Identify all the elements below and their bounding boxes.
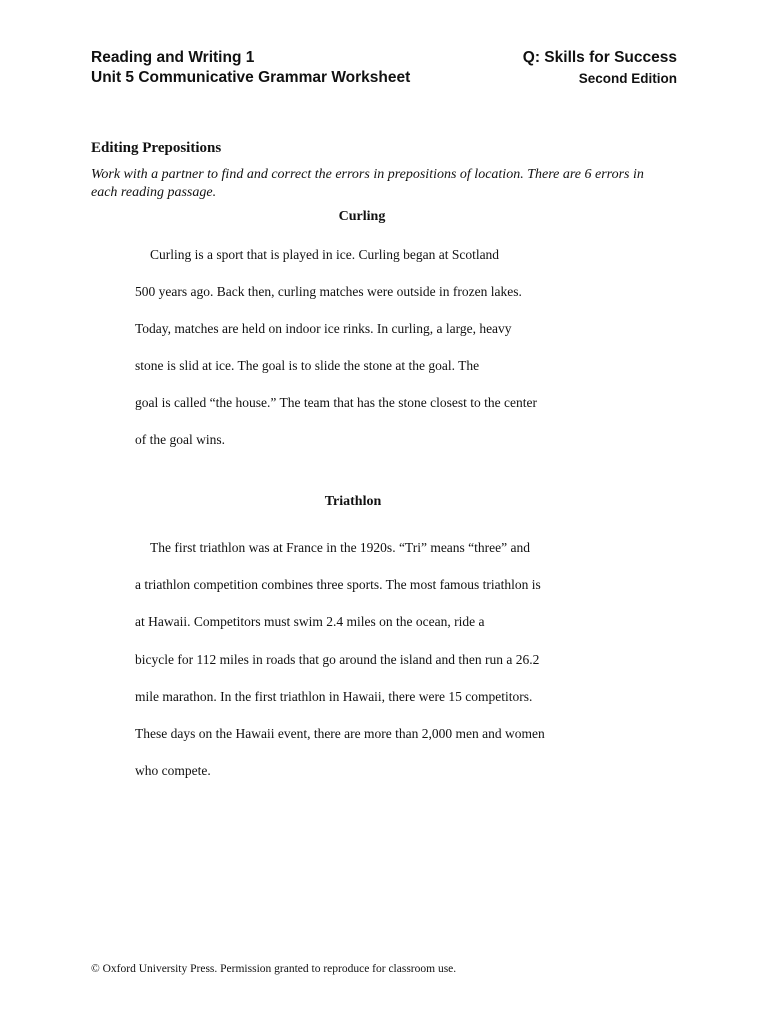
curling-line-6: of the goal wins. (135, 432, 225, 447)
series-title: Q: Skills for Success (522, 49, 677, 66)
triathlon-line-5: mile marathon. In the first triathlon in Hawaii, there were 15 competitors. (135, 689, 533, 704)
footer-copyright: © Oxford University Press. Permission granted to reproduce for classroom use. (91, 963, 457, 975)
triathlon-line-1: The first triathlon was at France in the 1920s. “Tri” means “three” and (150, 540, 531, 555)
triathlon-line-2: a triathlon competition combines three sports. The most famous triathlon is (135, 577, 541, 592)
curling-line-1: Curling is a sport that is played in ice. Curling began at Scotland (150, 247, 500, 262)
triathlon-line-6: These days on the Hawaii event, there are more than 2,000 men and women (135, 726, 545, 741)
curling-line-5: goal is called “the house.” The team that has the stone closest to the center (135, 395, 537, 410)
triathlon-line-7: who compete. (135, 763, 211, 778)
triathlon-line-3: at Hawaii. Competitors must swim 2.4 miles on the ocean, ride a (135, 614, 485, 629)
passage-title-triathlon: Triathlon (324, 494, 382, 509)
edition-label: Second Edition (578, 71, 677, 86)
passage-title-curling: Curling (338, 209, 386, 224)
instructions-text: Work with a partner to find and correct the errors in prepositions of location. There are 6 errors in each reading passage. (91, 167, 644, 200)
curling-line-2: 500 years ago. Back then, curling matches were outside in frozen lakes. (135, 284, 522, 299)
triathlon-line-4: bicycle for 112 miles in roads that go around the island and then run a 26.2 (135, 652, 540, 667)
section-title: Editing Prepositions (91, 140, 222, 156)
header-subtitle: Unit 5 Communicative Grammar Worksheet (91, 69, 411, 86)
curling-line-3: Today, matches are held on indoor ice rinks. In curling, a large, heavy (135, 321, 512, 336)
curling-line-4: stone is slid at ice. The goal is to slide the stone at the goal. The (135, 358, 480, 373)
header-title: Reading and Writing 1 (91, 49, 255, 66)
